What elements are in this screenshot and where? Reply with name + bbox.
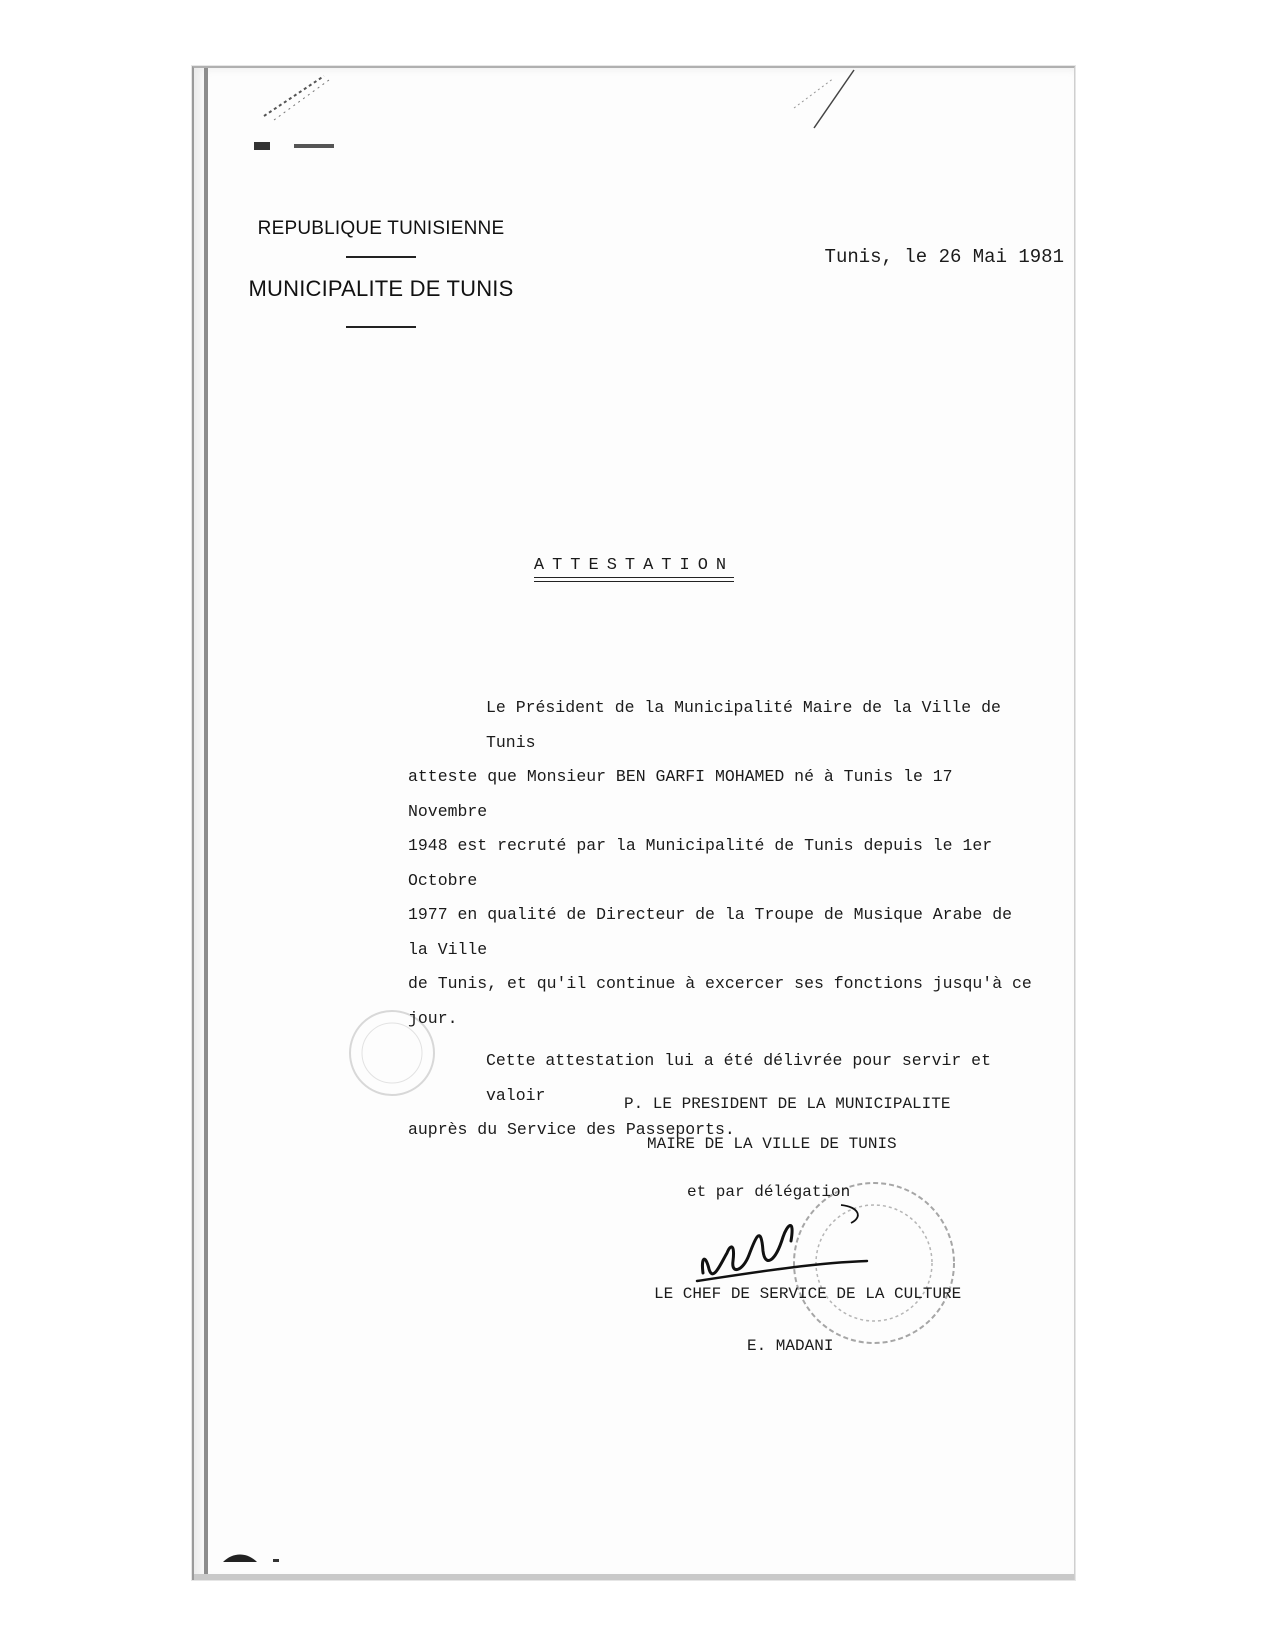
body-line: atteste que Monsieur BEN GARFI MOHAMED né à Tunis le 17 Novembre (408, 767, 953, 821)
signatory-title: P. LE PRESIDENT DE LA MUNICIPALITE (624, 1095, 951, 1113)
letterhead-rule (346, 326, 416, 328)
signatory-name: E. MADANI (747, 1337, 834, 1355)
left-edge-shadow (204, 68, 208, 1580)
title-container (194, 556, 1074, 578)
top-scan-noise (194, 68, 1074, 188)
letterhead (236, 218, 526, 328)
service-chief-label: LE CHEF DE SERVICE DE LA CULTURE (654, 1285, 962, 1303)
body-line: Le Président de la Municipalité Maire de la Ville de Tunis (486, 698, 1001, 752)
attestation-body (408, 691, 1034, 1148)
letterhead-rule (346, 256, 416, 258)
body-line: auprès du Service des Passeports. (408, 1120, 735, 1139)
republic-label: REPUBLIQUE TUNISIENNE (257, 218, 505, 239)
handwritten-signature (691, 1203, 881, 1293)
signatory-subtitle: MAIRE DE LA VILLE DE TUNIS (647, 1135, 897, 1153)
municipality-label: MUNICIPALITE DE TUNIS (248, 276, 514, 301)
body-line: Cette attestation lui a été délivrée pour servir et valoir (486, 1051, 991, 1105)
document-date: Tunis, le 26 Mai 1981 (824, 246, 1064, 268)
delegation-label: et par délégation (687, 1183, 851, 1201)
body-line: de Tunis, et qu'il continue à excercer ses fonctions jusqu'à ce jour. (408, 974, 1032, 1028)
bottom-page-edge (194, 1574, 1074, 1580)
document-sheet (192, 66, 1075, 1580)
body-line: 1977 en qualité de Directeur de la Troupe de Musique Arabe de la Ville (408, 905, 1012, 959)
document-title: ATTESTATION (534, 556, 734, 578)
body-line: 1948 est recruté par la Municipalité de Tunis depuis le 1er Octobre (408, 836, 993, 890)
bottom-scan-mark (219, 1546, 289, 1566)
